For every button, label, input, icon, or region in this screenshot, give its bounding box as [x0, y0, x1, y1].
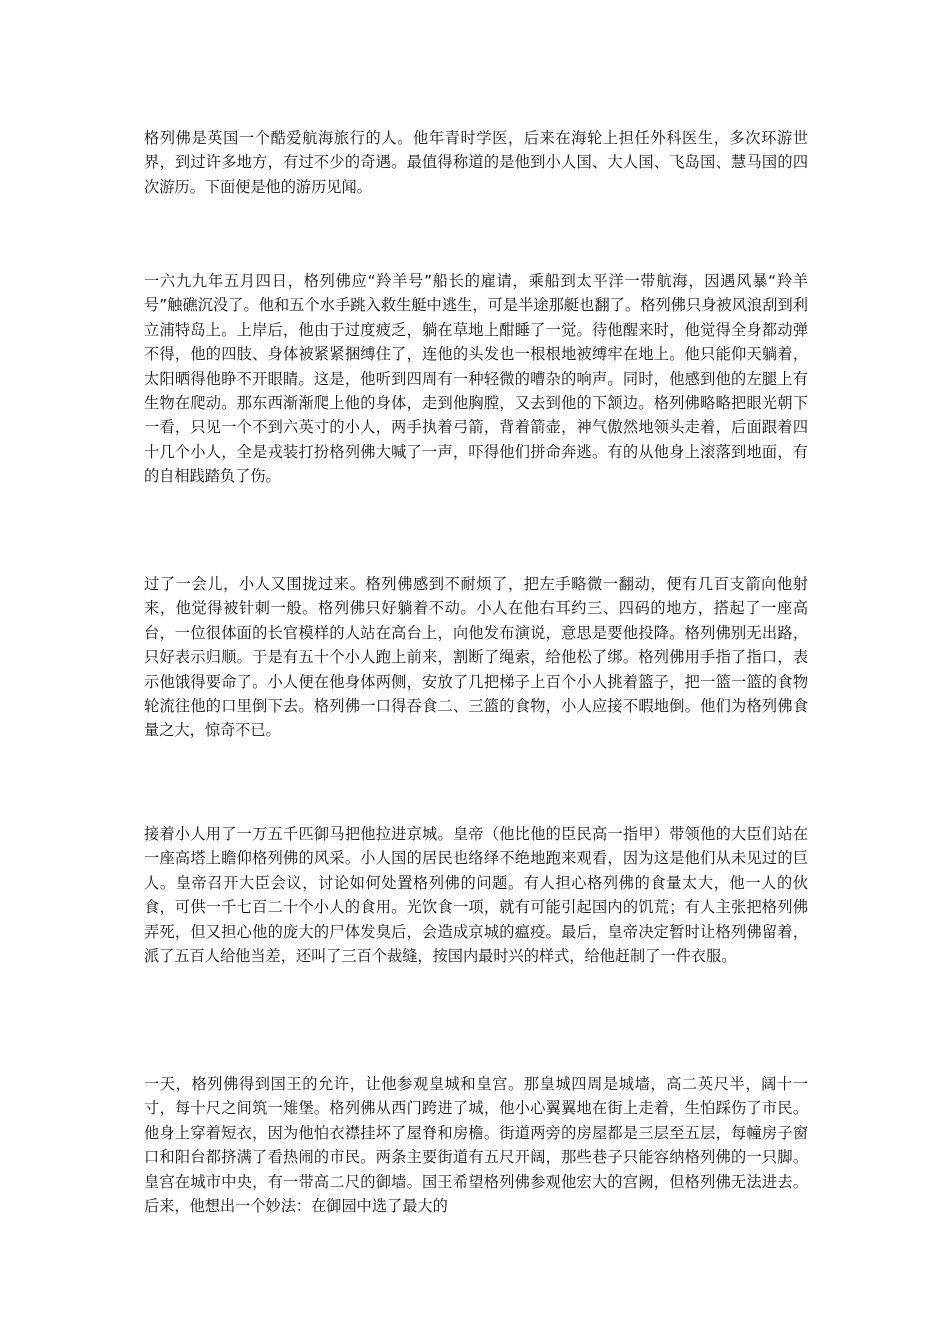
paragraph-shipwreck: 一六九九年五月四日，格列佛应“羚羊号”船长的雇请，乘船到太平洋一带航海，因遇风暴“羚羊号”触礁沉没了。他和五个水手跳入救生艇中逃生，可是半途那艇也翻了。格列佛只身被风浪刮到利立浦特岛上。上岸后，他由于过度疲乏，躺在草地上酣睡了一觉。待他醒来时，他觉得全身都动弹不得，他的四肢、身体被紧紧捆缚住了，连他的头发也一根根地被缚牢在地上。他只能仰天躺着，太阳晒得他睁不开眼睛。这是，他听到四周有一种轻微的嘈杂的响声。同时，他感到他的左腿上有生物在爬动。那东西渐渐爬上他的身体，走到他胸膛，又去到他的下颔边。格列佛略略把眼光朝下一看，只见一个不到六英寸的小人，两手执着弓箭，背着箭壶，神气傲然地领头走着，后面跟着四十几个小人，全是戎装打扮格列佛大喊了一声，吓得他们拼命奔逃。有的从他身上滚落到地面，有的自相践踏负了伤。 — [144, 272, 808, 486]
paragraph-intro: 格列佛是英国一个酷爱航海旅行的人。他年青时学医，后来在海轮上担任外科医生，多次环游世界，到过许多地方，有过不少的奇遇。最值得称道的是他到小人国、大人国、飞岛国、慧马国的四次游历。下面便是他的游历见闻。 — [144, 129, 808, 196]
paragraph-palace-visit: 一天，格列佛得到国王的允许，让他参观皇城和皇宫。那皇城四周是城墙，高二英尺半，阔十一寸，每十尺之间筑一雉堡。格列佛从西门跨进了城，他小心翼翼地在街上走着，生怕踩伤了市民。他身上穿着短衣，因为他怕衣襟挂坏了屋脊和房檐。街道两旁的房屋都是三层至五层，每幢房子窗口和阳台都挤满了看热闹的市民。两条主要街道有五尺开阔，那些巷子只能容纳格列佛的一只脚。皇宫在城市中央，有一带高二尺的御墙。国王希望格列佛参观他宏大的宫阙，但格列佛无法进去。后来，他想出一个妙法：在御园中选了最大的 — [144, 1075, 808, 1216]
paragraph-capital: 接着小人用了一万五千匹御马把他拉进京城。皇帝（他比他的臣民高一指甲）带领他的大臣们站在一座高塔上瞻仰格列佛的风采。小人国的居民也络绎不绝地跑来观看，因为这是他们从未见过的巨人。皇帝召开大臣会议，讨论如何处置格列佛的问题。有人担心格列佛的食量太大，他一人的伙食，可供一千七百二十个小人的食用。光饮食一项，就有可能引起国内的饥荒；有人主张把格列佛弄死，但又担心他的庞大的尸体发臭后，会造成京城的瘟疫。最后，皇帝决定暂时让格列佛留着，派了五百人给他当差，还叫了三百个裁缝，按国内最时兴的样式，给他赶制了一件衣服。 — [144, 825, 808, 966]
paragraph-surrender: 过了一会儿，小人又围拢过来。格列佛感到不耐烦了，把左手略微一翻动，便有几百支箭向他射来，他觉得被针刺一般。格列佛只好躺着不动。小人在他右耳约三、四码的地方，搭起了一座高台，一位很体面的长官模样的人站在高台上，向他发布演说，意思是要他投降。格列佛别无出路，只好表示归顺。于是有五十个小人跑上前来，割断了绳索，给他松了绑。格列佛用手指了指口，表示他饿得要命了。小人便在他身体两侧，安放了几把梯子上百个小人挑着篮子，把一篮一篮的食物轮流往他的口里倒下去。格列佛一口得吞食二、三篮的食物，小人应接不暇地倒。他们为格列佛食量之大，惊奇不已。 — [144, 575, 808, 740]
